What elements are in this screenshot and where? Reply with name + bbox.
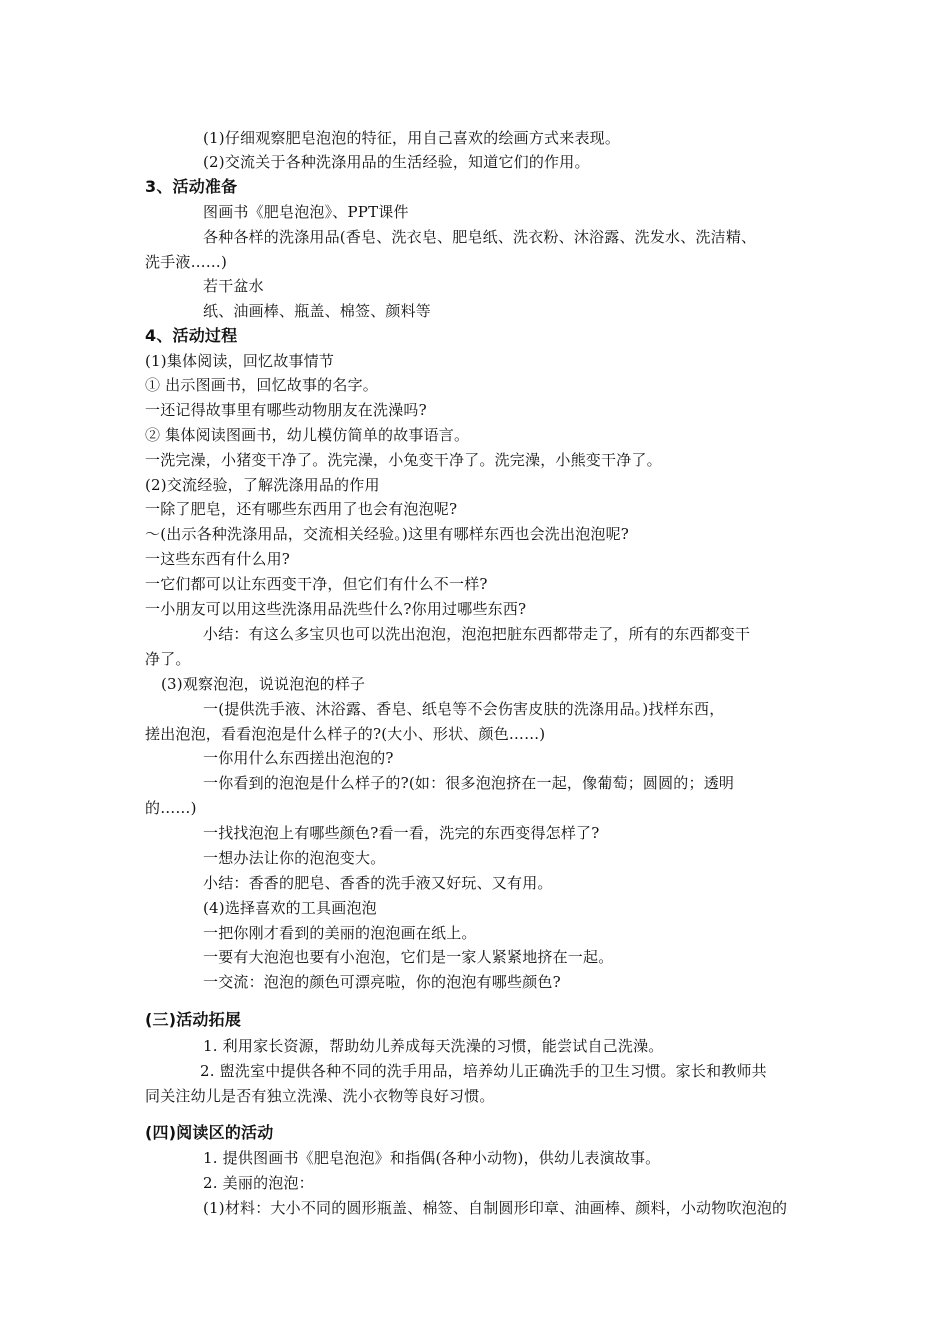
process-line: 的……) <box>145 799 197 817</box>
process-line: 一把你刚才看到的美丽的泡泡画在纸上。 <box>203 924 477 942</box>
process-line: ① 出示图画书，回忆故事的名字。 <box>145 376 378 394</box>
reading-2-materials: (1)材料：大小不同的圆形瓶盖、棉签、自制圆形印章、油画棒、颜料，小动物吹泡泡的 <box>203 1199 788 1217</box>
goal-2: (2)交流关于各种洗涤用品的生活经验，知道它们的作用。 <box>203 153 590 171</box>
reading-1: 1. 提供图画书《肥皂泡泡》和指偶(各种小动物)，供幼儿表演故事。 <box>203 1149 661 1167</box>
process-line: 一你用什么东西搓出泡泡的? <box>203 749 394 767</box>
prep-1: 图画书《肥皂泡泡》、PPT课件 <box>203 203 409 221</box>
heading-extension: (三)活动拓展 <box>145 1010 242 1029</box>
extension-2: 2. 盥洗室中提供各种不同的洗手用品，培养幼儿正确洗手的卫生习惯。家长和教师共 <box>200 1062 767 1080</box>
heading-preparation: 3、活动准备 <box>145 177 238 196</box>
process-line: 一小朋友可以用这些洗涤用品洗些什么?你用过哪些东西? <box>145 600 527 618</box>
process-line: 一要有大泡泡也要有小泡泡，它们是一家人紧紧地挤在一起。 <box>203 948 614 966</box>
prep-2: 各种各样的洗涤用品(香皂、洗衣皂、肥皂纸、洗衣粉、沐浴露、洗发水、洗洁精、 <box>203 228 757 246</box>
heading-process: 4、活动过程 <box>145 326 238 345</box>
process-line: ② 集体阅读图画书，幼儿模仿简单的故事语言。 <box>145 426 470 444</box>
process-line: 一想办法让你的泡泡变大。 <box>203 849 386 867</box>
process-line: 一除了肥皂，还有哪些东西用了也会有泡泡呢? <box>145 500 458 518</box>
process-line: 一你看到的泡泡是什么样子的?(如：很多泡泡挤在一起，像葡萄；圆圆的；透明 <box>203 774 735 792</box>
reading-2: 2. 美丽的泡泡： <box>203 1174 314 1192</box>
prep-3: 若干盆水 <box>203 277 264 295</box>
process-step-3: (3)观察泡泡，说说泡泡的样子 <box>161 675 366 693</box>
process-line: 一这些东西有什么用? <box>145 550 291 568</box>
process-line: 一洗完澡，小猪变干净了。洗完澡，小兔变干净了。洗完澡，小熊变干净了。 <box>145 451 662 469</box>
process-line: 一(提供洗手液、沐浴露、香皂、纸皂等不会伤害皮肤的洗涤用品。)找样东西， <box>203 700 725 718</box>
process-line: 一找找泡泡上有哪些颜色?看一看，洗完的东西变得怎样了? <box>203 824 600 842</box>
process-line: 一它们都可以让东西变干净，但它们有什么不一样? <box>145 575 488 593</box>
process-line: 搓出泡泡，看看泡泡是什么样子的?(大小、形状、颜色……) <box>145 725 546 743</box>
goal-1: (1)仔细观察肥皂泡泡的特征，用自己喜欢的绘画方式来表现。 <box>203 129 621 147</box>
process-step-4: (4)选择喜欢的工具画泡泡 <box>203 899 377 917</box>
summary-1: 小结：有这么多宝贝也可以洗出泡泡，泡泡把脏东西都带走了，所有的东西都变干 <box>203 625 751 643</box>
extension-2-cont: 同关注幼儿是否有独立洗澡、洗小衣物等良好习惯。 <box>145 1087 495 1105</box>
prep-2-cont: 洗手液……) <box>145 253 228 271</box>
process-line: 一交流：泡泡的颜色可漂亮啦，你的泡泡有哪些颜色? <box>203 973 561 991</box>
process-step-2: (2)交流经验，了解洗涤用品的作用 <box>145 476 380 494</box>
summary-1-cont: 净了。 <box>145 650 191 668</box>
heading-reading-area: (四)阅读区的活动 <box>145 1123 274 1142</box>
process-step-1: (1)集体阅读，回忆故事情节 <box>145 352 335 370</box>
process-line: 一还记得故事里有哪些动物朋友在洗澡吗? <box>145 401 427 419</box>
extension-1: 1. 利用家长资源，帮助幼儿养成每天洗澡的习惯，能尝试自己洗澡。 <box>203 1037 664 1055</box>
process-line: ～(出示各种洗涤用品，交流相关经验。)这里有哪样东西也会洗出泡泡呢? <box>145 525 630 543</box>
summary-2: 小结：香香的肥皂、香香的洗手液又好玩、又有用。 <box>203 874 553 892</box>
prep-4: 纸、油画棒、瓶盖、棉签、颜料等 <box>203 302 432 320</box>
